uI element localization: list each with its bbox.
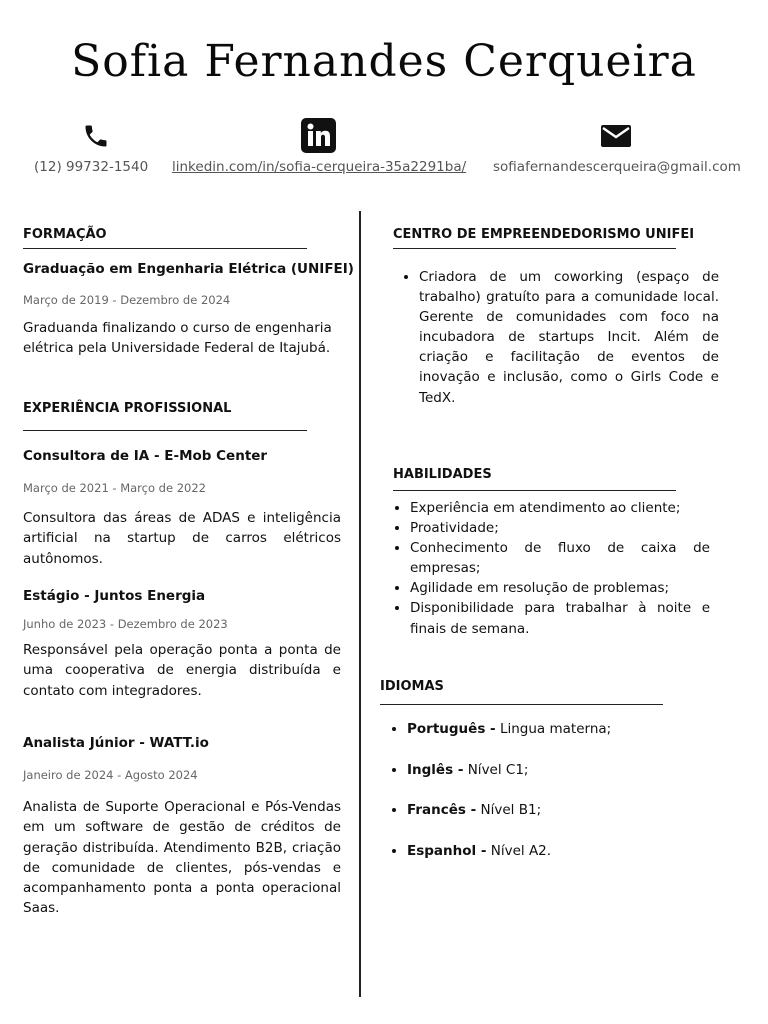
job-date: Janeiro de 2024 - Agosto 2024 <box>23 768 198 782</box>
list-item: • Disponibilidade para trabalhar à noite e finais de semana. <box>410 598 710 638</box>
languages-list <box>387 719 707 881</box>
education-description: Graduanda finalizando o curso de engenharia elétrica pela Universidade Federal de Itajubá. <box>23 320 332 357</box>
list-item: • Experiência em atendimento ao cliente; <box>410 498 710 518</box>
job-description: Consultora das áreas de ADAS e inteligência artificial na startup de carros elétricos autônomos. <box>23 510 341 567</box>
entrepreneurship-heading: CENTRO DE EMPREENDEDORISMO UNIFEI <box>393 227 695 242</box>
language-level: Nível B1; <box>476 802 542 818</box>
job-date: Junho de 2023 - Dezembro de 2023 <box>23 617 228 631</box>
job-title: Estágio - Juntos Energia <box>23 588 206 604</box>
job-date: Março de 2021 - Março de 2022 <box>23 481 206 495</box>
linkedin-link[interactable]: linkedin.com/in/sofia-cerqueira-35a2291ba/ <box>172 159 467 175</box>
skills-rule <box>393 490 676 491</box>
entrepreneurship-list <box>399 267 719 408</box>
list-item <box>407 841 707 882</box>
experience-rule <box>23 430 307 431</box>
column-divider <box>359 211 361 997</box>
list-item <box>407 760 707 801</box>
job-title: Analista Júnior - WATT.io <box>23 735 209 751</box>
language-name: Espanhol - <box>407 842 487 859</box>
language-level: Nível A2. <box>486 842 552 859</box>
job-description: Responsável pela operação ponta a ponta de uma cooperativa de energia distribuída e contato com integradores. <box>23 642 341 699</box>
job-description: Analista de Suporte Operacional e Pós-Vendas em um software de gestão de créditos de geração distribuída. Atendimento B2B, criação de comunidade de clientes, pós-vendas e acompanhamento ponta a ponta operacional Saas. <box>23 799 341 917</box>
language-name: Francês - <box>407 802 477 818</box>
education-rule <box>23 248 307 249</box>
languages-heading: IDIOMAS <box>380 679 444 694</box>
skills-list <box>390 498 710 639</box>
education-heading: FORMAÇÃO <box>23 227 107 242</box>
list-item <box>407 719 707 760</box>
education-date: Março de 2019 - Dezembro de 2024 <box>23 293 231 307</box>
list-item <box>407 800 707 841</box>
entrepreneurship-rule <box>393 248 676 249</box>
language-level: Nível C1; <box>463 761 529 778</box>
linkedin-icon[interactable] <box>301 118 336 153</box>
language-name: Inglês - <box>407 761 464 778</box>
list-item: • Proatividade; <box>410 518 710 538</box>
languages-rule <box>380 704 663 705</box>
skills-heading: HABILIDADES <box>393 467 492 482</box>
email-address[interactable]: sofiafernandescerqueira@gmail.com <box>493 159 741 175</box>
phone-number: (12) 99732-1540 <box>34 159 149 175</box>
resume-name: Sofia Fernandes Cerqueira <box>71 36 697 87</box>
experience-heading: EXPERIÊNCIA PROFISSIONAL <box>23 401 232 416</box>
language-level: Lingua materna; <box>495 721 612 737</box>
education-degree: Graduação em Engenharia Elétrica (UNIFEI) <box>23 261 354 277</box>
list-item: • Criadora de um coworking (espaço de trabalho) gratuíto para a comunidade local. Gerente de comunidades com foco na incubadora de startups Incit. Além de criação e facilitação de eventos de inovação e inclusão, como o Girls Code e TedX. <box>419 267 719 408</box>
email-icon <box>601 125 631 147</box>
phone-icon <box>82 122 110 150</box>
list-item: • Agilidade em resolução de problemas; <box>410 578 710 598</box>
job-title: Consultora de IA - E-Mob Center <box>23 448 268 464</box>
language-name: Português - <box>407 721 496 737</box>
list-item: • Conhecimento de fluxo de caixa de empresas; <box>410 538 710 578</box>
